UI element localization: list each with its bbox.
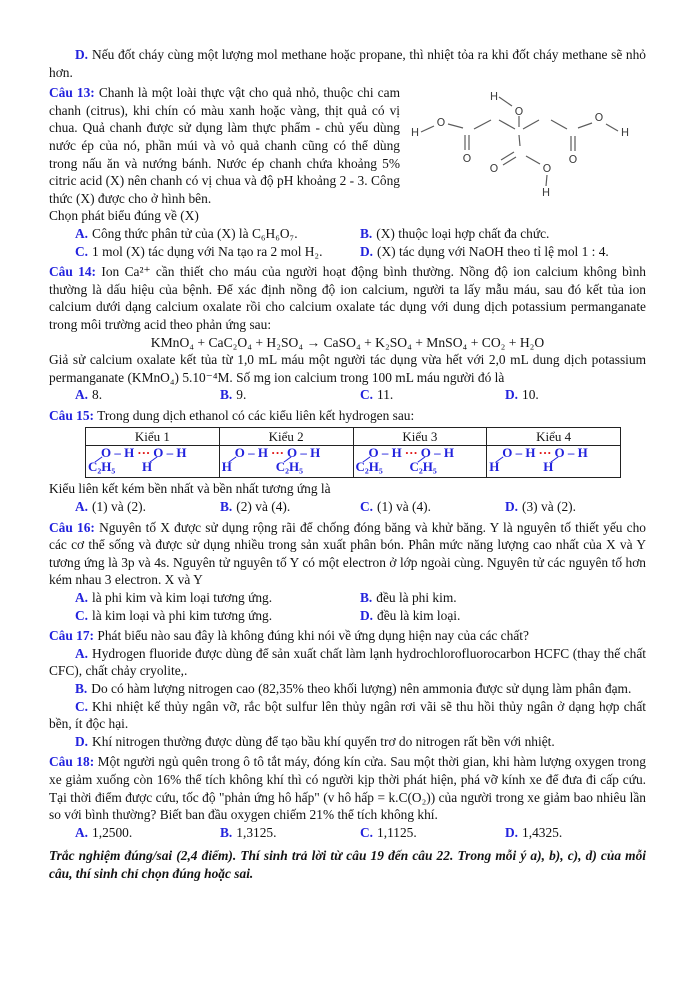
question-13-label: Câu 13: [49,85,95,101]
hydrogen-bond-table [85,427,621,478]
question-18-text [49,753,646,823]
question-14-label: Câu 14: [49,264,97,280]
atom-o: O [462,152,472,166]
question-14-text [49,263,646,333]
hbond-dots: ··· [137,445,151,461]
question-16-options-row-2 [49,607,646,625]
option-a: A. là phi kim và kim loại tương ứng. [75,590,273,606]
header-kieu-3: Kiểu 3 [353,428,487,446]
option-d: D. đều là kim loại. [360,607,461,623]
question-16-text [49,519,646,589]
hbond-type-3-diagram: O – H ··· O – H C₂H₅ C₂H₅ [355,445,454,475]
option-b: B. đều là phi kim. [360,590,457,606]
option-a: A. 8. [75,387,103,403]
option-d: D. (X) tác dụng với NaOH theo tỉ lệ mol 1 : 4. [360,243,609,259]
question-14 [49,263,646,404]
option-d: D. (3) và (2). [505,499,576,515]
question-16-label: Câu 16: [49,519,95,535]
question-17-text [49,627,646,645]
header-kieu-1: Kiểu 1 [86,428,220,446]
option-c: C. 1,1125. [360,824,417,840]
option-text: Nếu đốt cháy cùng một lượng mol methane hoặc propane, thì nhiệt tỏa ra khi đốt cháy methane sẽ nhỏ hơn. [49,47,646,80]
atom-o: O [594,111,604,125]
question-15-options [49,498,646,516]
question-13-prompt: Chọn phát biểu đúng về (X) [49,208,199,224]
option-a: A. Hydrogen fluoride được dùng để sản xuất chất làm lạnh hydrochlorofluorocarbon HCFC (thay thế chất CFC), chất chảy cryolite,. [49,645,646,679]
atom-o: O [542,162,552,176]
question-18-body: Một người ngủ quên trong ô tô tắt máy, đóng kín cửa. Sau một thời gian, khi hàm lượng oxygen trong xe giảm xuống còn 16% thể tích không khí thì có người kịp thời phát hiện, phá vỡ kính xe để đưa đi cấp cứu. Tại thời điểm được cứu, tốc độ "phản ứng hô hấp" (v hô hấp = k.C(O₂)) của người trong xe giảm bao nhiêu lần so với bình thường? Biết ban đầu oxygen chiếm 21% thể tích không khí. [49,754,646,823]
atom-h: H [620,126,630,140]
question-18 [49,753,646,841]
hbond-dots: ··· [270,445,284,461]
hbond-type-2-diagram: O – H ··· O – H H C₂H₅ [221,445,321,475]
option-b: B. (X) thuộc loại hợp chất đa chức. [360,225,550,241]
hbond-type-1-diagram: O – H ··· O – H C₂H₅ H [88,445,187,475]
option-b: B. Do có hàm lượng nitrogen cao (82,35% theo khối lượng) nên ammonia được sử dụng làm phân đạm. [75,681,632,696]
atom-o: O [489,162,499,176]
question-17 [49,627,646,750]
header-kieu-4: Kiểu 4 [487,428,621,446]
citric-acid-structure-image [406,84,646,197]
header-kieu-2: Kiểu 2 [219,428,353,446]
atom-h: H [410,126,420,140]
atom-o: O [436,116,446,130]
question-16-body: Nguyên tố X được sử dụng rộng rãi để chống đóng băng và khử băng. Y là nguyên tố thiết yếu cho các cơ thể sống và được sử dụng nhiều trong sản xuất phân bón. Phân mức năng lượng cao nhất của X và Y tương ứng là 3p và 4s. Nguyên tử nguyên tố Y có một electron ở lớp ngoài cùng. Nguyên tử các nguyên tố hơn kém nhau 3 electron. X và Y [49,519,646,588]
option-d: D. 1,4325. [505,824,563,840]
atom-o: O [514,105,524,119]
question-14-text2: Giả sử calcium oxalate kết tủa từ 1,0 mL máu một người tác dụng vừa hết với 2,0 mL dung dịch potassium permanganate (KMnO₄) 5.10⁻⁴M. Số mg ion calcium trong 100 mL máu người đó là [49,352,646,385]
option-c: C. 11. [360,387,394,403]
table-header-row [86,428,621,446]
option-c: C. là kim loại và phi kim tương ứng. [75,607,273,623]
question-13 [49,84,646,260]
option-b: B. 9. [220,387,247,403]
atom-o: O [568,153,578,167]
question-14-body: Ion Ca²⁺ cần thiết cho máu của người hoạt động bình thường. Nồng độ ion calcium không bình thường là dấu hiệu của bệnh. Để xác định nồng độ ion calcium, người ta lấy mẫu máu, sau đó kết tủa ion calcium dưới dạng calcium oxalate rồi cho calcium oxalate tác dụng với dung dịch potassium permanganate trong môi trường acid theo phản ứng sau: [49,264,646,332]
section-footer-instruction: Trắc nghiệm đúng/sai (2,4 điểm). Thí sinh trả lời từ câu 19 đến câu 22. Trong mỗi ý a), b), c), d) của mỗi câu, thí sinh chỉ chọn đúng hoặc sai. [49,848,646,882]
option-c: C. (1) và (4). [360,499,431,515]
option-b: B. (2) và (4). [220,499,291,515]
question-18-options [49,824,646,842]
question-14-equation: KMnO₄ + CaC₂O₄ + H₂SO₄ → CaSO₄ + K₂SO₄ + MnSO₄ + CO₂ + H₂O [150,334,545,350]
question-13-options-row-1 [49,225,646,243]
hbond-type-4-diagram: O – H ··· O – H H H [489,445,588,475]
question-18-label: Câu 18: [49,754,95,770]
atom-h: H [541,186,551,198]
question-16 [49,519,646,625]
question-15-body: Trong dung dịch ethanol có các kiểu liên kết hydrogen sau: [97,407,415,423]
hbond-dots: ··· [538,445,552,461]
option-b: B. 1,3125. [220,824,277,840]
question-14-options [49,386,646,404]
atom-h: H [489,90,499,104]
option-d-previous-question [49,46,646,81]
hbond-dots: ··· [404,445,418,461]
question-17-label: Câu 17: [49,628,95,644]
option-d: D. Khí nitrogen thường được dùng để tạo bầu khí quyển trơ do nitrogen rất bền với nhiệt. [75,733,555,749]
question-15-text [49,407,646,425]
question-15-prompt: Kiểu liên kết kém bền nhất và bền nhất tương ứng là [49,481,331,497]
option-a: A. (1) và (2). [75,499,146,515]
question-15 [49,407,646,516]
table-body-row [86,446,621,478]
option-a: A. Công thức phân tử của (X) là C₆H₆O₇. [75,225,298,241]
option-c: C. 1 mol (X) tác dụng với Na tạo ra 2 mol H₂. [75,243,323,259]
option-c: C. Khi nhiệt kế thủy ngân vỡ, rắc bột sulfur lên thủy ngân rơi vãi sẽ thu hồi thủy ngân ở dạng hợp chất bền, ít độc hại. [49,698,646,732]
question-15-label: Câu 15: [49,407,95,423]
option-d: D. 10. [505,387,539,403]
question-13-options-row-2 [49,243,646,261]
question-13-body: Chanh là một loài thực vật cho quả nhỏ, thuộc chi cam chanh (citrus), khi chín có màu xanh hoặc vàng, thịt quả có vị chua. Quả chanh được sử dụng làm thực phẩm - chủ yếu dùng nước ép của nó, phần múi và vỏ quả chanh cũng có thể dùng trong nấu ăn và nướng bánh. Nước ép chanh chứa khoảng 5% citric acid (X) nên chanh có vị chua và độ pH khoảng 2 - 3. Công thức (X) được cho ở hình bên. [49,85,400,206]
option-a: A. 1,2500. [75,824,133,840]
option-letter: D. [75,47,89,62]
question-16-options-row-1 [49,589,646,607]
question-17-body: Phát biểu nào sau đây là không đúng khi nói về ứng dụng hiện nay của các chất? [97,628,529,644]
